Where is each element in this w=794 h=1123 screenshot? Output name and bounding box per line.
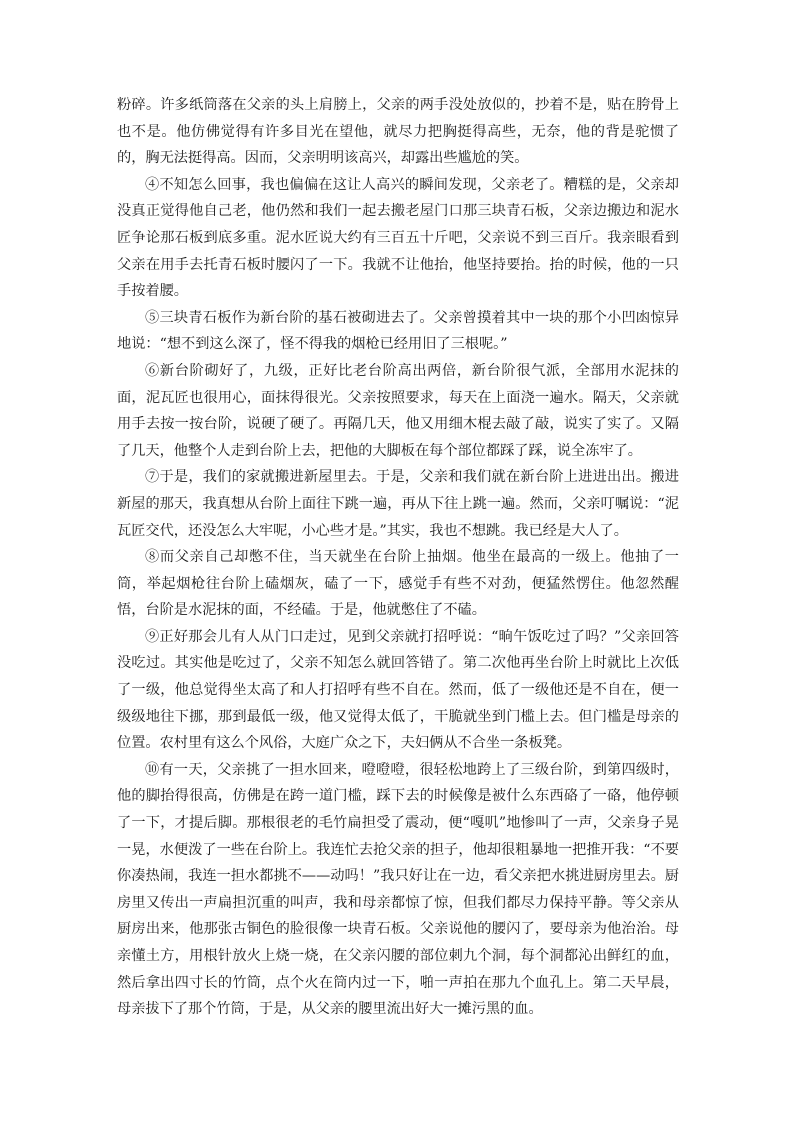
- paragraph-7: ⑦于是，我们的家就搬进新屋里去。于是，父亲和我们就在新台阶上进进出出。搬进新屋的那天，我真想从台阶上面往下跳一遍，再从下往上跳一遍。然而，父亲叮嘱说：“泥瓦匠交代，还没怎么大牢呢，小心些才是。”其实，我也不想跳。我已经是大人了。: [117, 469, 679, 539]
- paragraph-9: ⑨正好那会儿有人从门口走过，见到父亲就打招呼说：“晌午饭吃过了吗？”父亲回答没吃过。其实他是吃过了，父亲不知怎么就回答错了。第二次他再坐台阶上时就比上次低了一级，他总觉得坐太高了和人打招呼有些不自在。然而，低了一级他还是不自在，便一级级地往下挪，那到最低一级，他又觉得太低了，干脆就坐到门槛上去。但门槛是母亲的位置。农村里有这么个风俗，大庭广众之下，夫妇俩从不合坐一条板凳。: [117, 628, 679, 752]
- paragraph-4: ④不知怎么回事，我也偏偏在这让人高兴的瞬间发现，父亲老了。糟糕的是，父亲却没真正觉得他自己老，他仍然和我们一起去搬老屋门口那三块青石板，父亲边搬边和泥水匠争论那石板到底多重。泥水匠说大约有三百五十斤吧，父亲说不到三百斤。我亲眼看到父亲在用手去托青石板时腰闪了一下。我就不让他抬，他坚持要抬。抬的时候，他的一只手按着腰。: [117, 176, 679, 300]
- article-body: [117, 92, 679, 1023]
- paragraph-8: ⑧而父亲自己却憋不住，当天就坐在台阶上抽烟。他坐在最高的一级上。他抽了一筒，举起烟枪往台阶上磕烟灰，磕了一下，感觉手有些不对劲，便猛然愣住。他忽然醒悟，台阶是水泥抹的面，不经磕。于是，他就憋住了不磕。: [117, 549, 679, 619]
- paragraph-3-continued: 粉碎。许多纸筒落在父亲的头上肩膀上，父亲的两手没处放似的，抄着不是，贴在胯骨上也不是。他仿佛觉得有许多目光在望他，就尽力把胸挺得高些，无奈，他的背是驼惯了的，胸无法挺得高。因而，父亲明明该高兴，却露出些尴尬的笑。: [117, 97, 679, 167]
- paragraph-5: ⑤三块青石板作为新台阶的基石被砌进去了。父亲曾摸着其中一块的那个小凹凼惊异地说：“想不到这么深了，怪不得我的烟枪已经用旧了三根呢。”: [117, 309, 679, 353]
- paragraph-6: ⑥新台阶砌好了，九级，正好比老台阶高出两倍，新台阶很气派，全部用水泥抹的面，泥瓦匠也很用心，面抹得很光。父亲按照要求，每天在上面浇一遍水。隔天，父亲就用手去按一按台阶，说硬了硬了。再隔几天，他又用细木棍去敲了敲，说实了实了。又隔了几天，他整个人走到台阶上去，把他的大脚板在每个部位都踩了踩，说全冻牢了。: [117, 362, 679, 459]
- paragraph-10: ⑩有一天，父亲挑了一担水回来，噔噔噔，很轻松地跨上了三级台阶，到第四级时，他的脚抬得很高，仿佛是在跨一道门槛，踩下去的时候像是被什么东西硌了一硌，他停顿了一下，才提后脚。那根很老的毛竹扁担受了震动，便“嘎叽”地惨叫了一声，父亲身子晃一晃，水便泼了一些在台阶上。我连忙去抢父亲的担子，他却很粗暴地一把推开我：“不要你凑热闹，我连一担水都挑不——动吗！”我只好让在一边，看父亲把水挑进厨房里去。厨房里又传出一声扁担沉重的叫声，我和母亲都惊了惊，但我们都尽力保持平静。等父亲从厨房出来，他那张古铜色的脸很像一块青石板。父亲说他的腰闪了，要母亲为他治治。母亲懂土方，用根针放火上烧一烧，在父亲闪腰的部位刺九个洞，每个洞都沁出鲜红的血，然后拿出四寸长的竹筒，点个火在筒内过一下，啪一声拍在那九个血孔上。第二天早晨，母亲拔下了那个竹筒，于是，从父亲的腰里流出好大一摊污黑的血。: [117, 761, 679, 1018]
